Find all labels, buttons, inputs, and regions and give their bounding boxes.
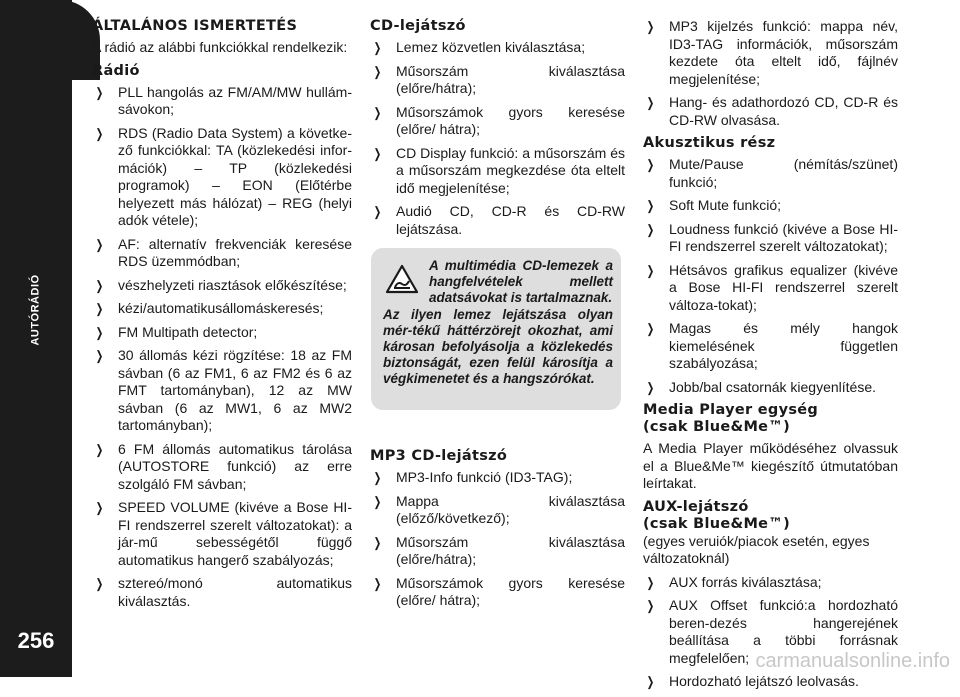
list-item: ❯ AUX Offset funkció:a hordozható beren-dezés hangerejének beállítása a többi forrásnak megfelelően; xyxy=(643,597,898,667)
list-item: ❯ Magas és mély hangok kiemelésének független szabályozása; xyxy=(643,320,898,373)
intro-text: A rádió az alábbi funkciókkal rendelkezik: xyxy=(92,39,348,55)
section-label: AUTÓRÁDIÓ xyxy=(30,274,43,346)
list-item: ❯ Hang- és adathordozó CD, CD-R és CD-RW olvasása. xyxy=(643,94,898,129)
heading-media-player-note: (csak Blue&Me™) xyxy=(643,419,791,435)
column-general xyxy=(92,18,352,616)
list-item: ❯ 30 állomás kézi rögzítése: 18 az FM sávban (6 az FM1, 6 az FM2 és 6 az FMT tartományban), 12 az MW sávban (6 az MW1, 6 az MW2 tartományban); xyxy=(92,347,352,435)
list-item: ❯ kézi/automatikusállomáskeresés; xyxy=(92,300,352,318)
list-item: ❯ Hétsávos grafikus equalizer (kivéve a Bose HI-FI rendszerrel szerelt változa-tokat); xyxy=(643,262,898,315)
list-item: ❯ Audió CD, CD-R és CD-RW lejátszása. xyxy=(370,203,625,238)
list-item: ❯ Műsorszámok gyors keresése (előre/ hátra); xyxy=(370,104,625,139)
list-item: ❯ Lemez közvetlen kiválasztása; xyxy=(370,39,625,57)
mp3-features-list xyxy=(370,469,625,610)
list-item: ❯ sztereó/monó automatikus kiválasztás. xyxy=(92,575,352,610)
list-item: ❯ vészhelyzeti riasztások előkészítése; xyxy=(92,277,352,295)
radio-features-list xyxy=(92,84,352,611)
watermark: carmanualsonline.info xyxy=(755,650,950,672)
heading-mp3-player: MP3 CD-lejátszó xyxy=(370,448,508,464)
heading-acoustic: Akusztikus rész xyxy=(643,135,776,151)
list-item: ❯ MP3 kijelzés funkció: mappa név, ID3-TAG információk, műsorszám kezdete óta eltelt idő, fájlnév megjelenítése; xyxy=(643,18,898,88)
list-item: ❯ RDS (Radio Data System) a követke-ző funkciókkal: TA (közlekedési infor-mációk) – TP (közlekedési programok) – EON (Előtérbe helyezett más hálózat) – REG (helyi adók vétele); xyxy=(92,125,352,230)
column-mp3 xyxy=(370,448,625,616)
cd-features-list xyxy=(370,39,625,238)
aux-note-text: (egyes veruiók/piacok esetén, egyes változatoknál) xyxy=(643,532,870,566)
list-item: ❯ Műsorszámok gyors keresése (előre/ hátra); xyxy=(370,575,625,610)
list-item: ❯ Mute/Pause (némítás/szünet) funkció; xyxy=(643,156,898,191)
list-item: ❯ Műsorszám kiválasztása (előre/hátra); xyxy=(370,534,625,569)
list-item: ❯ AF: alternatív frekvenciák keresése RDS üzemmódban; xyxy=(92,236,352,271)
warning-box xyxy=(371,248,621,410)
list-item: ❯ AUX forrás kiválasztása; xyxy=(643,574,898,592)
list-item: ❯ MP3-Info funkció (ID3-TAG); xyxy=(370,469,625,487)
heading-media-player: Media Player egység xyxy=(643,402,819,418)
warning-lead: A multimédia CD-lemezek a hangfelvételek mellett adatsávokat is tartalmaznak. xyxy=(429,258,613,306)
list-item: ❯ SPEED VOLUME (kivéve a Bose HI-FI rendszerrel szerelt változatokat): a jár-mű sebességétől függő automatikus hangerő szabályozás; xyxy=(92,499,352,569)
list-item: ❯ FM Multipath detector; xyxy=(92,324,352,342)
list-item: ❯ PLL hangolás az FM/AM/MW hullám-sávokon; xyxy=(92,84,352,119)
column-audio xyxy=(643,18,898,697)
page-number: 256 xyxy=(17,628,55,653)
heading-general: ÁLTALÁNOS ISMERTETÉS xyxy=(92,18,298,34)
list-item: ❯ 6 FM állomás automatikus tárolása (AUTOSTORE funkció) az erre szolgáló FM sávban; xyxy=(92,441,352,494)
heading-cd-player: CD-lejátszó xyxy=(370,18,466,34)
list-item: ❯ Műsorszám kiválasztása (előre/hátra); xyxy=(370,63,625,98)
column-cd xyxy=(370,18,625,244)
heading-radio: Rádió xyxy=(92,62,140,79)
list-item: ❯ Loudness funkció (kivéve a Bose HI-FI rendszerrel szerelt változatokat); xyxy=(643,221,898,256)
heading-aux-player: AUX-lejátszó xyxy=(643,498,749,515)
list-item: ❯ Mappa kiválasztása (előző/következő); xyxy=(370,493,625,528)
list-item: ❯ Soft Mute funkció; xyxy=(643,197,898,215)
warning-text xyxy=(383,258,613,388)
side-tab xyxy=(0,0,72,677)
mp3-features-list-cont xyxy=(643,18,898,129)
acoustic-features-list xyxy=(643,156,898,396)
list-item: ❯ CD Display funkció: a műsorszám és a műsorszám megkezdése óta eltelt idő megjelenítése; xyxy=(370,145,625,198)
list-item: ❯ Hordozható lejátszó leolvasás. xyxy=(643,673,898,691)
list-item: ❯ Jobb/bal csatornák kiegyenlítése. xyxy=(643,379,898,397)
media-player-text: A Media Player működéséhez olvassuk el a Blue&Me™ kiegészítő útmutatóban leírtakat. xyxy=(643,440,898,491)
warning-body: Az ilyen lemez lejátszása olyan mér-tékű háttérzörejt okozhat, ami károsan befolyásolja a közlekedés biztonságát, ezen felül károsítja a végkimenetet és a hangszórókat. xyxy=(383,306,613,387)
heading-aux-player-note: (csak Blue&Me™) xyxy=(643,515,791,532)
